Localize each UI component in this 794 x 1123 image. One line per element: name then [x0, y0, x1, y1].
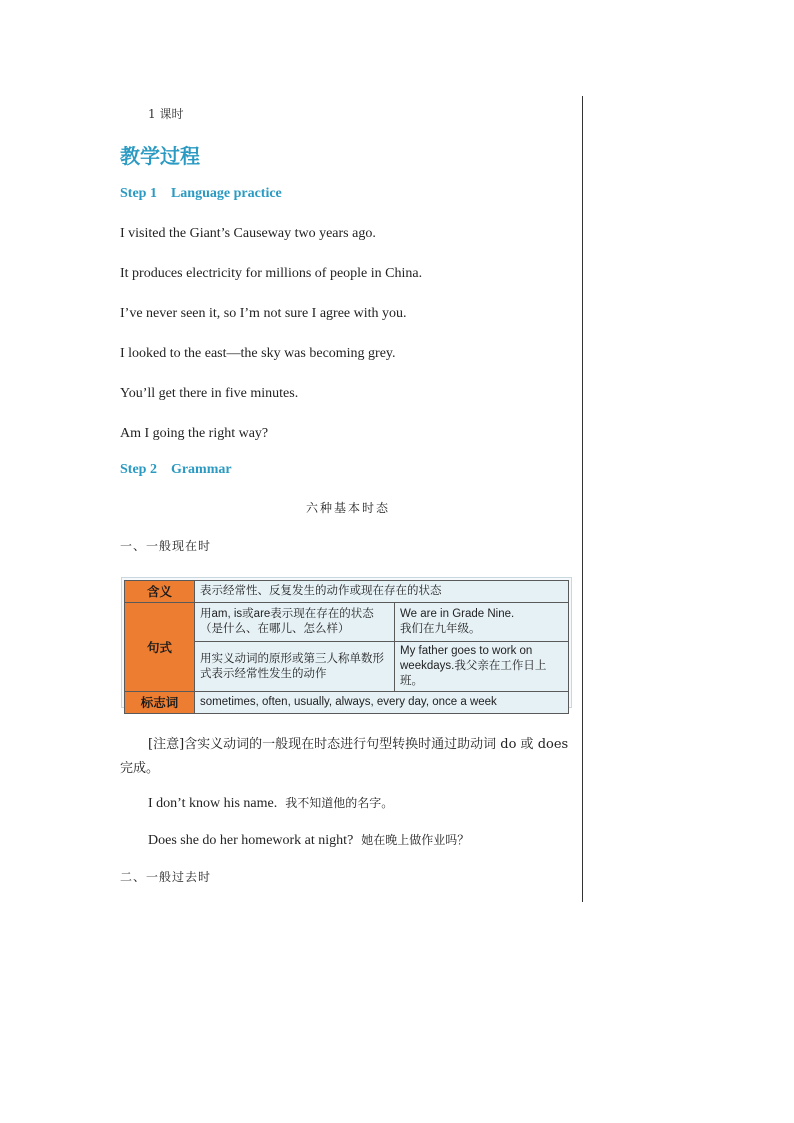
sentence-2: It produces electricity for millions of people in China. — [120, 266, 423, 281]
form1-example — [395, 603, 569, 642]
label-signal-words: 标志词 — [125, 692, 195, 714]
sentence-3: I’ve never seen it, so I’m not sure I agree with you. — [120, 306, 407, 321]
sentence-4: I looked to the east—the sky was becoming grey. — [120, 346, 396, 361]
form1-example-en: We are in Grade Nine. — [400, 608, 515, 620]
form2-rule: 用实义动词的原形或第三人称单数形式表示经常性发生的动作 — [195, 642, 395, 692]
grammar-table — [124, 580, 569, 714]
example-2-en: Does she do her homework at night? — [148, 833, 354, 848]
note-text: [注意]含实义动词的一般现在时态进行句型转换时通过助动词 do 或 does 完成。 — [120, 737, 569, 776]
step1-title: Language practice — [170, 186, 282, 201]
form2-example: My father goes to work on weekdays.我父亲在工作日上班。 — [395, 642, 569, 692]
margin-rule — [582, 96, 583, 902]
example-2 — [148, 831, 469, 849]
sentence-1: I visited the Giant’s Causeway two years ago. — [120, 226, 376, 241]
tenses-title: 六种基本时态 — [306, 501, 391, 515]
table-row-meaning — [125, 581, 569, 603]
form1-example-cn: 我们在九年级。 — [400, 623, 481, 635]
example-1 — [148, 794, 393, 812]
example-1-en: I don’t know his name. — [148, 796, 278, 811]
table-row-signal — [125, 692, 569, 714]
label-form: 句式 — [125, 603, 195, 692]
note-paragraph — [120, 733, 576, 781]
sentence-6: Am I going the right way? — [120, 426, 269, 441]
label-meaning: 含义 — [125, 581, 195, 603]
table-row-form-1 — [125, 603, 569, 642]
step2-label: Step 2 — [120, 462, 157, 477]
subhead-present-simple: 一、一般现在时 — [120, 539, 212, 553]
example-2-cn: 她在晚上做作业吗？ — [361, 833, 470, 847]
subhead-past-simple: 二、一般过去时 — [120, 870, 212, 884]
meaning-text: 表示经常性、反复发生的动作或现在存在的状态 — [195, 581, 569, 603]
step2-title: Grammar — [170, 462, 232, 477]
step2-heading — [120, 462, 232, 478]
sentence-5: You’ll get there in five minutes. — [120, 386, 299, 401]
grammar-table-frame — [121, 577, 572, 708]
section-title: 教学过程 — [120, 144, 200, 168]
signal-words: sometimes, often, usually, always, every day, once a week — [195, 692, 569, 714]
step1-heading — [120, 186, 282, 202]
form1-rule: 用am, is或are表示现在存在的状态（是什么、在哪儿、怎么样） — [195, 603, 395, 642]
example-1-cn: 我不知道他的名字。 — [285, 796, 394, 810]
lesson-label: 1 课时 — [148, 107, 184, 121]
step1-label: Step 1 — [120, 186, 157, 201]
